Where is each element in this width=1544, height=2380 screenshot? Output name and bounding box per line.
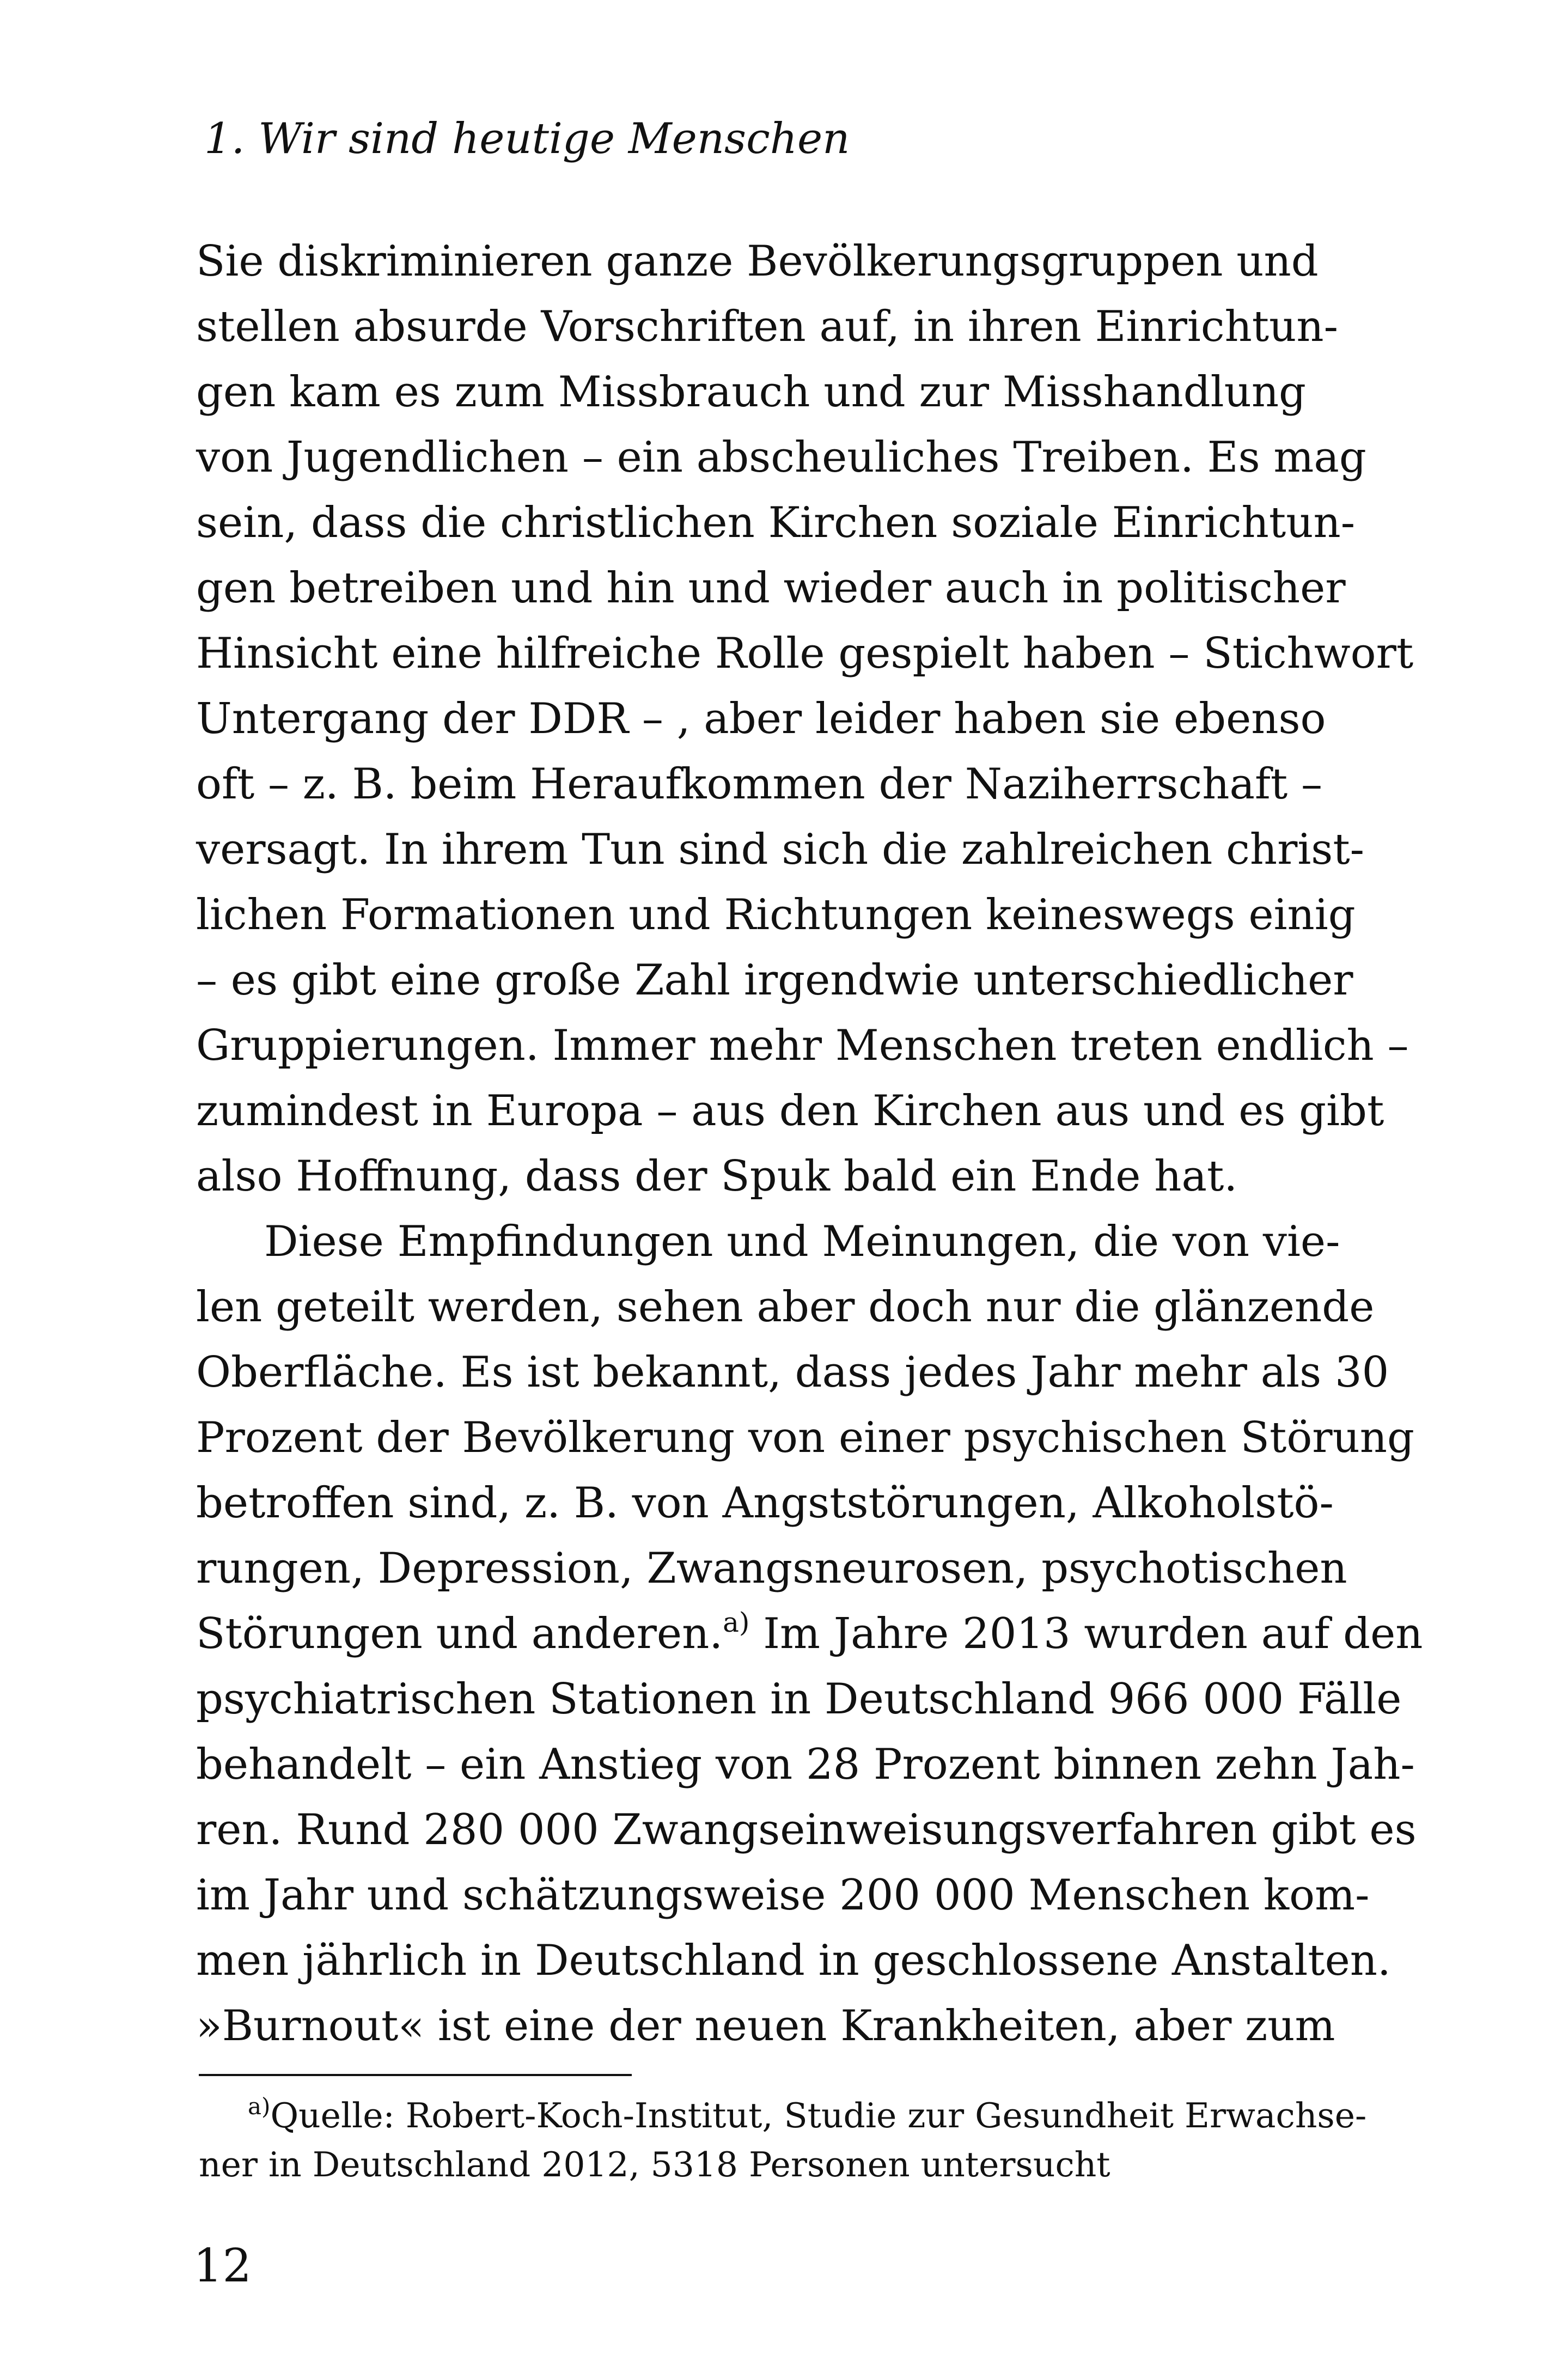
text-line: also Hoffnung, dass der Spuk bald ein Ende hat.	[196, 1152, 1238, 1201]
text-line: Oberfläche. Es ist bekannt, dass jedes Jahr mehr als 30	[196, 1348, 1389, 1397]
text-line: lichen Formationen und Richtungen keineswegs einig	[196, 890, 1356, 939]
text-line: Prozent der Bevölkerung von einer psychischen Störung	[196, 1413, 1414, 1462]
text-line: betroffen sind, z. B. von Angststörungen, Alkoholstö-	[196, 1479, 1334, 1528]
text-line: Gruppierungen. Immer mehr Menschen treten endlich –	[196, 1021, 1409, 1070]
text-line: gen betreiben und hin und wieder auch in politischer	[196, 564, 1346, 613]
text-line: Untergang der DDR – , aber leider haben sie ebenso	[196, 694, 1326, 743]
text-line: von Jugendlichen – ein abscheuliches Treiben. Es mag	[196, 433, 1366, 482]
text-line: ren. Rund 280 000 Zwangseinweisungsverfahren gibt es	[196, 1805, 1417, 1854]
footnote-marker: a)	[248, 2093, 271, 2120]
text-line: psychiatrischen Stationen in Deutschland 966 000 Fälle	[196, 1675, 1402, 1724]
text-line: Sie diskriminieren ganze Bevölkerungsgruppen und	[196, 237, 1319, 286]
running-head: 1. Wir sind heutige Menschen	[204, 114, 850, 163]
text-line-with-footnote	[196, 1601, 1423, 1667]
text-line: – es gibt eine große Zahl irgendwie unterschiedlicher	[196, 956, 1353, 1005]
text-line: behandelt – ein Anstieg von 28 Prozent binnen zehn Jah-	[196, 1740, 1415, 1789]
text-line: oft – z. B. beim Heraufkommen der Naziherrschaft –	[196, 760, 1322, 809]
text-line: versagt. In ihrem Tun sind sich die zahlreichen christ-	[196, 825, 1365, 874]
footnote-separator	[199, 2074, 632, 2076]
text-line: gen kam es zum Missbrauch und zur Misshandlung	[196, 368, 1306, 417]
text-line: Diese Empfindungen und Meinungen, die von vie-	[264, 1217, 1340, 1266]
text-line: sein, dass die christlichen Kirchen soziale Einrichtun-	[196, 498, 1356, 547]
page-number: 12	[193, 2239, 252, 2292]
text-line: stellen absurde Vorschriften auf, in ihren Einrichtun-	[196, 302, 1338, 351]
text-segment: Im Jahre 2013 wurden auf den	[749, 1609, 1423, 1658]
footnote-reference: a)	[723, 1607, 750, 1638]
text-line: len geteilt werden, sehen aber doch nur die glänzende	[196, 1283, 1375, 1332]
text-line: »Burnout« ist eine der neuen Krankheiten, aber zum	[196, 2001, 1335, 2051]
text-line: Hinsicht eine hilfreiche Rolle gespielt haben – Stichwort	[196, 629, 1414, 678]
text-line: men jährlich in Deutschland in geschlossene Anstalten.	[196, 1936, 1391, 1985]
text-line: zumindest in Europa – aus den Kirchen aus und es gibt	[196, 1087, 1384, 1136]
text-line: im Jahr und schätzungsweise 200 000 Menschen kom-	[196, 1871, 1370, 1920]
footnote-text: Quelle: Robert-Koch-Institut, Studie zur Gesundheit Erwachse-	[270, 2096, 1367, 2135]
text-segment: Störungen und anderen.	[196, 1609, 723, 1658]
text-line: rungen, Depression, Zwangsneurosen, psychotischen	[196, 1544, 1347, 1593]
footnote-line: ner in Deutschland 2012, 5318 Personen untersucht	[199, 2145, 1110, 2184]
footnote-line	[248, 2091, 1367, 2140]
